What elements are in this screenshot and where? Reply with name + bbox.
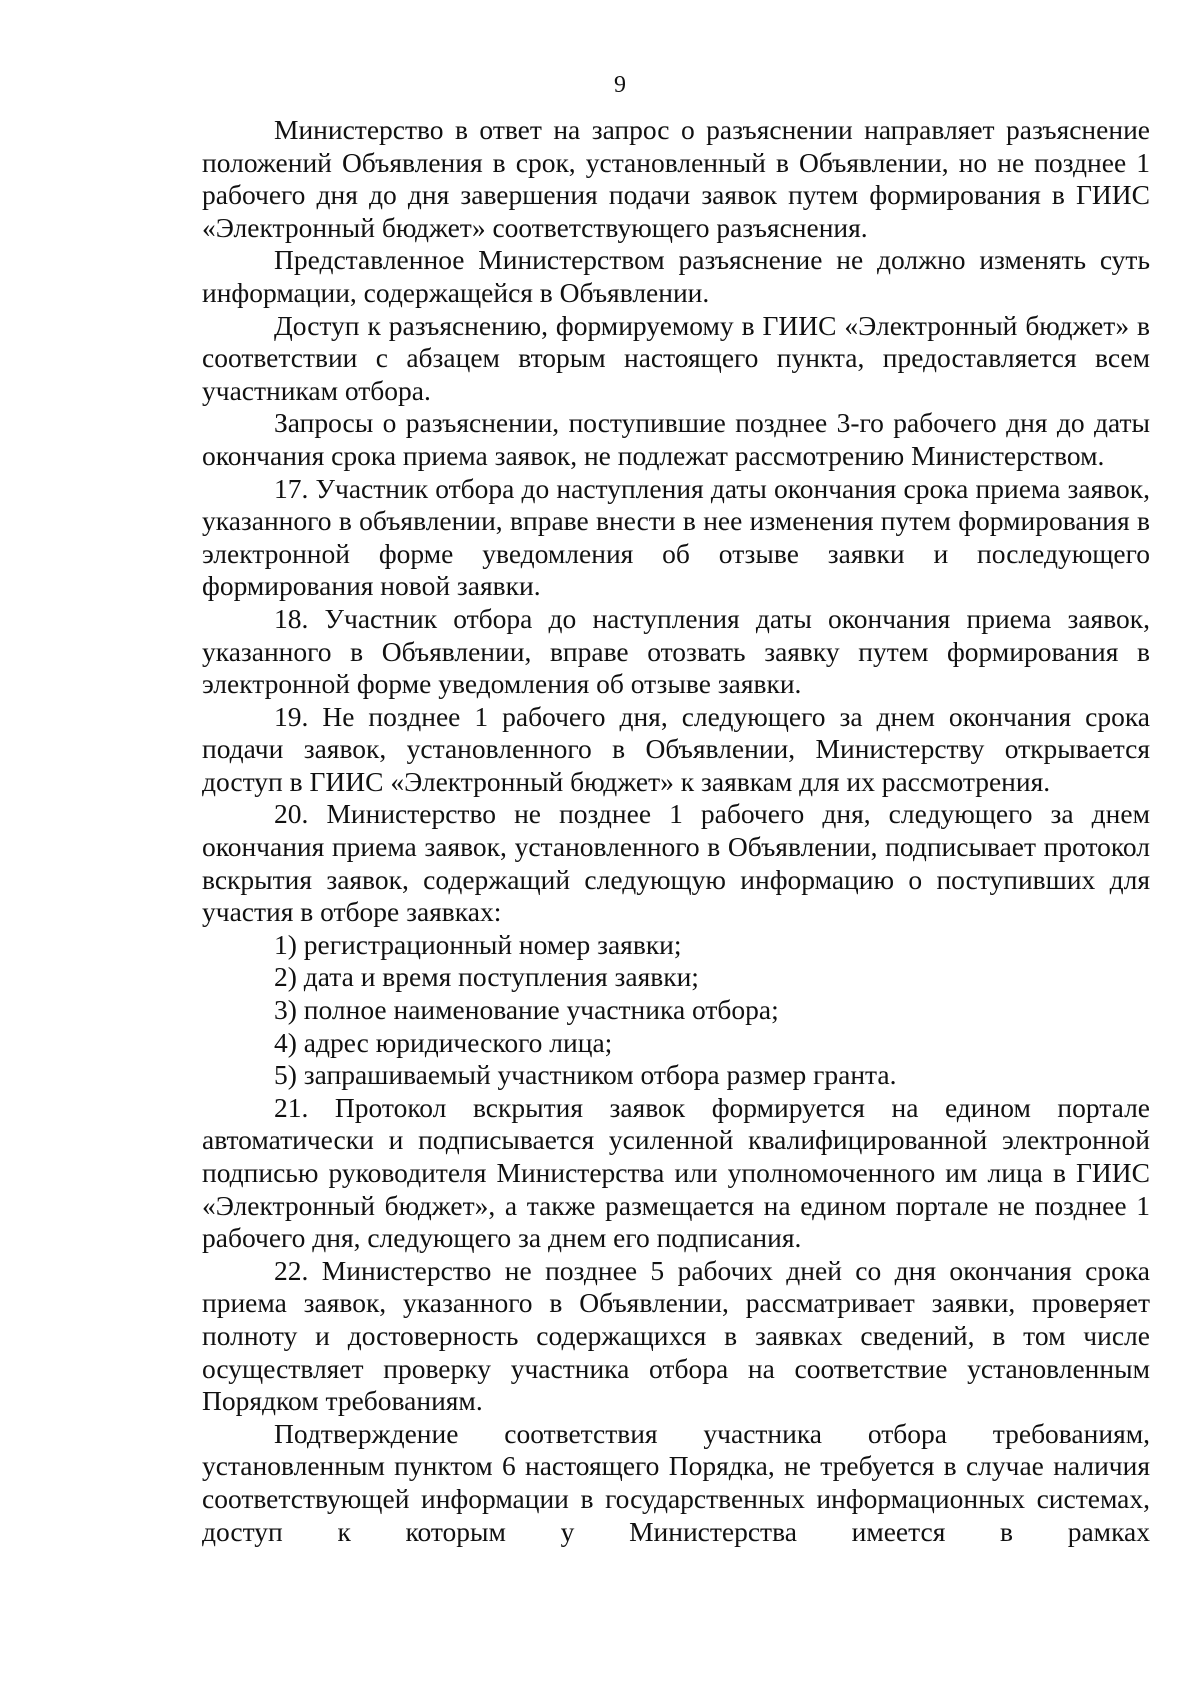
paragraph-clarification-response: Министерство в ответ на запрос о разъяснении направляет разъяснение положений Объявления в срок, установленный в Объявлении, но не позднее 1 рабочего дня до дня завершения подачи заявок путем формирования в ГИИС «Электронный бюджет» соответствующего разъяснения.: [202, 114, 1150, 243]
paragraph-item-18: 18. Участник отбора до наступления даты окончания приема заявок, указанного в Объявлении, вправе отозвать заявку путем формирования в электронной форме уведомления об отзыве заявки.: [202, 602, 1150, 700]
paragraph-late-requests: Запросы о разъяснении, поступившие позднее 3-го рабочего дня до даты окончания срока приема заявок, не подлежат рассмотрению Министерством.: [202, 407, 1150, 471]
paragraph-clarification-content: Представленное Министерством разъяснение не должно изменять суть информации, содержащейся в Объявлении.: [202, 244, 1150, 308]
paragraph-item-20: 20. Министерство не позднее 1 рабочего дня, следующего за днем окончания приема заявок, установленного в Объявлении, подписывает протокол вскрытия заявок, содержащий следующую информацию о поступивших для участия в отборе заявках:: [202, 798, 1150, 928]
paragraph-item-17: 17. Участник отбора до наступления даты окончания срока приема заявок, указанного в объявлении, вправе внести в нее изменения путем формирования в электронной форме уведомления об отзыве заявки и последующего формирования новой заявки.: [202, 472, 1150, 602]
list-item-registration-number: 1) регистрационный номер заявки;: [274, 928, 682, 960]
list-item-date-time: 2) дата и время поступления заявки;: [274, 961, 699, 993]
page-number: 9: [614, 72, 626, 98]
paragraph-item-21: 21. Протокол вскрытия заявок формируется на едином портале автоматически и подписывается усиленной квалифицированной электронной подписью руководителя Министерства или уполномоченного им лица в ГИИС «Электронный бюджет», а также размещается на едином портале не позднее 1 рабочего дня, следующего за днем его подписания.: [202, 1091, 1150, 1254]
list-item-legal-address: 4) адрес юридического лица;: [274, 1026, 613, 1058]
document-body: [202, 114, 1150, 1548]
list-item-participant-name: 3) полное наименование участника отбора;: [274, 994, 779, 1026]
paragraph-compliance-confirmation: Подтверждение соответствия участника отбора требованиям, установленным пунктом 6 настоящего Порядка, не требуется в случае наличия соответствующей информации в государственных информационных системах, доступ к которым у Министерства имеется в рамках: [202, 1417, 1150, 1547]
paragraph-item-19: 19. Не позднее 1 рабочего дня, следующего за днем окончания срока подачи заявок, установленного в Объявлении, Министерству открывается доступ в ГИИС «Электронный бюджет» к заявкам для их рассмотрения.: [202, 700, 1150, 797]
list-item-grant-amount: 5) запрашиваемый участником отбора размер гранта.: [274, 1059, 897, 1091]
paragraph-item-22: 22. Министерство не позднее 5 рабочих дней со дня окончания срока приема заявок, указанного в Объявлении, рассматривает заявки, проверяет полноту и достоверность содержащихся в заявках сведений, в том числе осуществляет проверку участника отбора на соответствие установленным Порядком требованиям.: [202, 1254, 1150, 1417]
paragraph-clarification-access: Доступ к разъяснению, формируемому в ГИИС «Электронный бюджет» в соответствии с абзацем вторым настоящего пункта, предоставляется всем участникам отбора.: [202, 309, 1150, 406]
